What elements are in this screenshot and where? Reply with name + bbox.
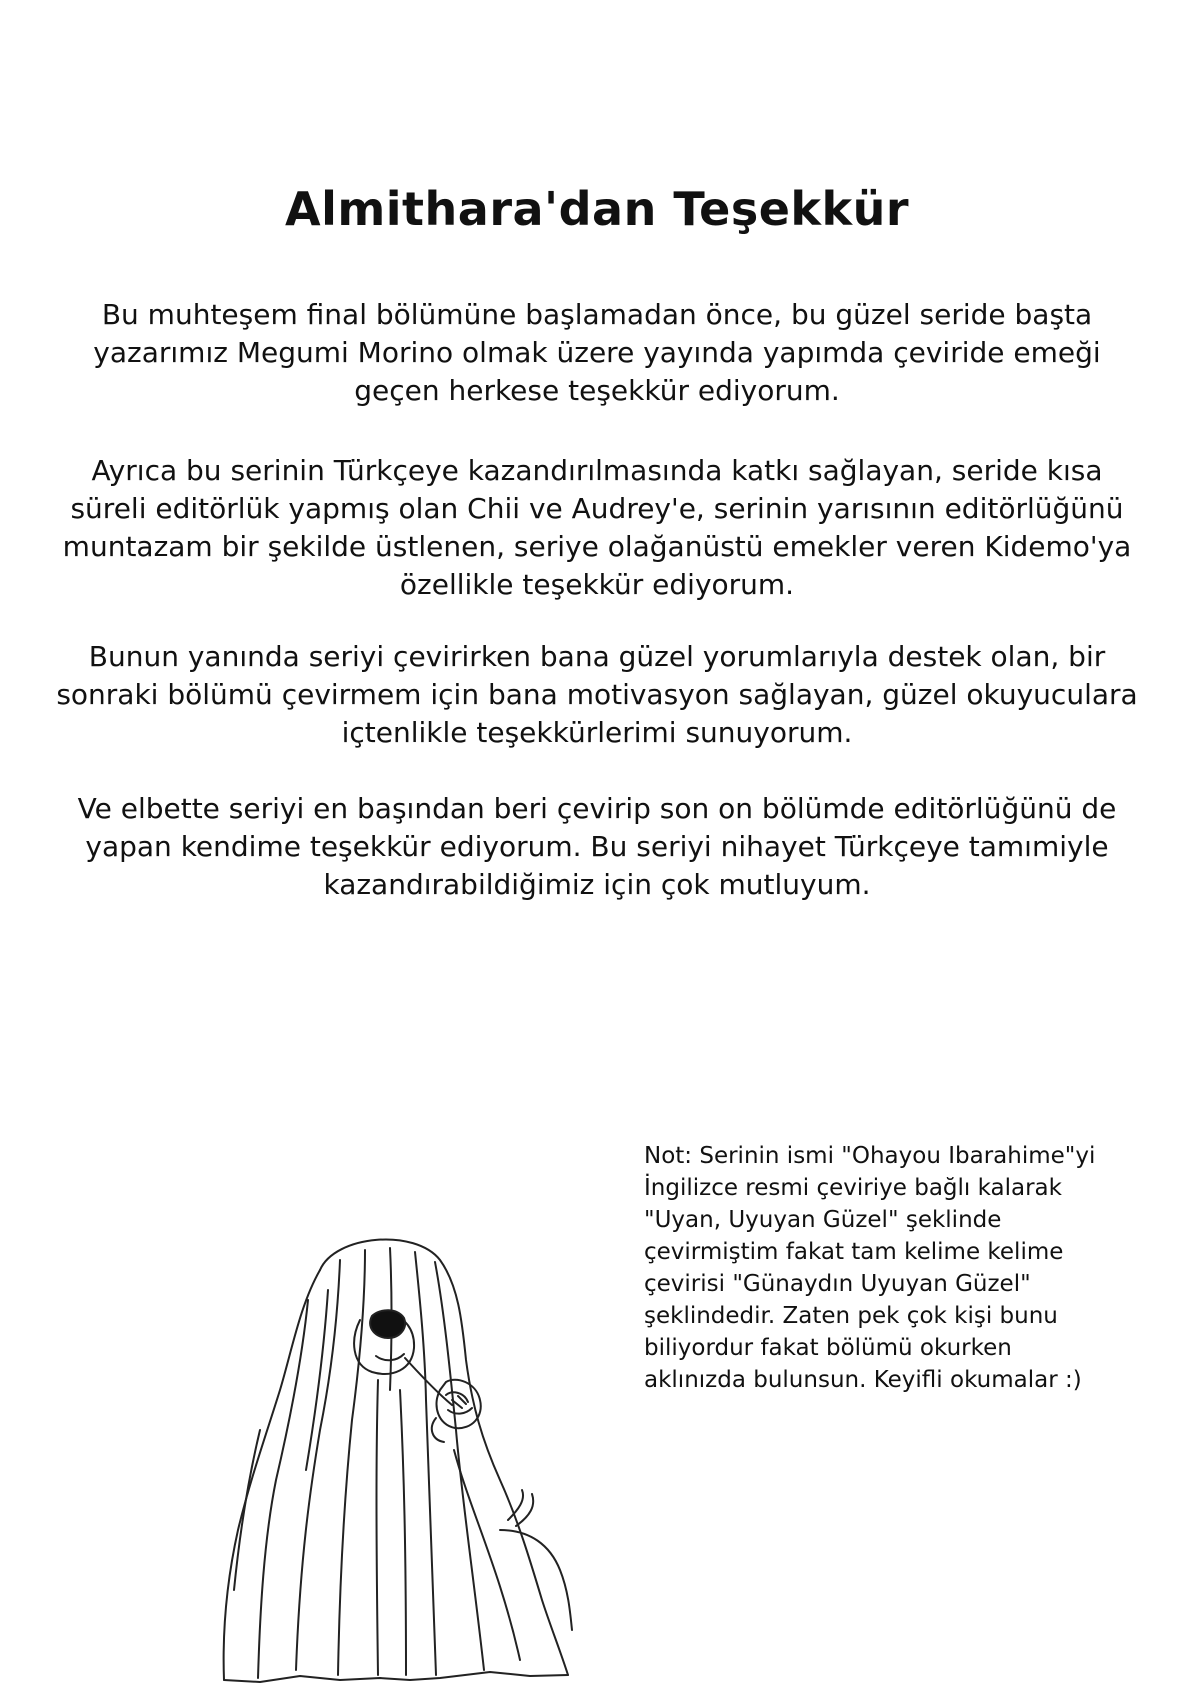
- paragraph-thanks-intro: Bu muhteşem final bölümüne başlamadan önce, bu güzel seride başta yazarımız Megumi Morino olmak üzere yayında yapımda çeviride emeği geçen herkese teşekkür ediyorum.: [93, 298, 1101, 407]
- paragraph-thanks-editors: Ayrıca bu serinin Türkçeye kazandırılmasında katkı sağlayan, seride kısa süreli editörlük yapmış olan Chii ve Audrey'e, serinin yarısının editörlüğünü muntazam bir şekilde üstlenen, seriye olağanüstü emekler veren Kidemo'ya özellikle teşekkür ediyorum.: [62, 454, 1132, 601]
- page-title: Almithara'dan Teşekkür: [284, 182, 910, 236]
- paragraph-thanks-self: Ve elbette seriyi en başından beri çevirip son on bölümde editörlüğünü de yapan kendime teşekkür ediyorum. Bu seriyi nihayet Türkçeye tamımiyle kazandırabildiğimiz için çok mutluyum.: [77, 792, 1117, 901]
- translator-note: Not: Serinin ismi "Ohayou Ibarahime"yi İngilizce resmi çeviriye bağlı kalarak "Uyan, Uyuyan Güzel" şeklinde çevirmiştim fakat tam kelime kelime çevirisi "Günaydın Uyuyan Güzel" şeklindedir. Zaten pek çok kişi bunu biliyordur fakat bölümü okurken aklınızda bulunsun. Keyifli okumalar :): [644, 1143, 1096, 1393]
- paragraph-thanks-readers: Bunun yanında seriyi çevirirken bana güzel yorumlarıyla destek olan, bir sonraki bölümü çevirmem için bana motivasyon sağlayan, güzel okuyuculara içtenlikle teşekkürlerimi sunuyorum.: [56, 640, 1138, 749]
- dog-with-rose-icon: [200, 1230, 580, 1690]
